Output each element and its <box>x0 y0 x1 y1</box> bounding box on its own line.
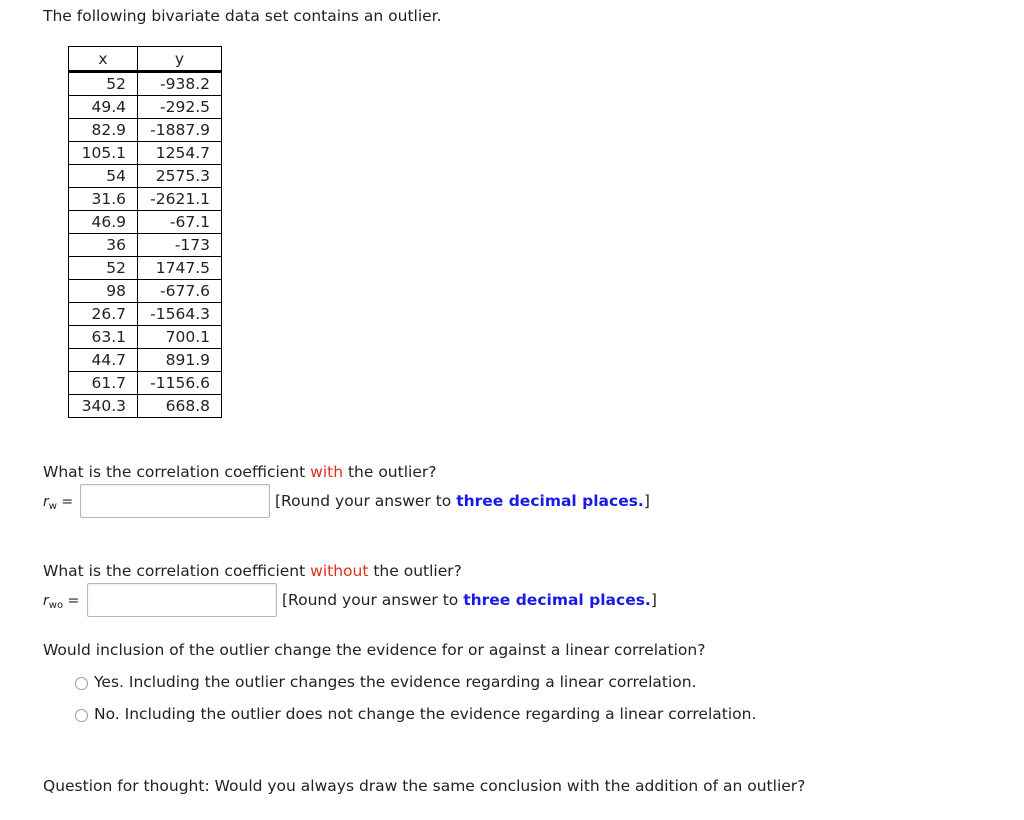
cell-y: -2621.1 <box>138 188 222 211</box>
cell-y: -1887.9 <box>138 119 222 142</box>
rwo-hint-suffix: ] <box>650 591 657 609</box>
table-row <box>69 211 222 234</box>
cell-x: 63.1 <box>69 326 138 349</box>
radio-yes[interactable] <box>75 677 88 690</box>
rw-hint-prefix: [Round your answer to <box>275 492 457 510</box>
table-row <box>69 280 222 303</box>
cell-y: -1564.3 <box>138 303 222 326</box>
rwo-hint-highlight: three decimal places. <box>463 591 651 609</box>
cell-y: 700.1 <box>138 326 222 349</box>
rw-label-r: r <box>43 494 49 510</box>
q2-highlight: without <box>310 562 369 580</box>
rw-label <box>43 494 73 512</box>
intro-text: The following bivariate data set contains an outlier. <box>43 7 442 25</box>
cell-y: 2575.3 <box>138 165 222 188</box>
rwo-hint <box>282 591 657 609</box>
cell-x: 340.3 <box>69 395 138 418</box>
rw-label-sub: w <box>48 501 57 512</box>
table-header-row <box>69 47 222 72</box>
q1-highlight: with <box>310 463 344 481</box>
q2-suffix: the outlier? <box>368 562 462 580</box>
data-table <box>68 46 222 418</box>
cell-x: 36 <box>69 234 138 257</box>
rw-hint <box>275 492 650 510</box>
cell-y: -1156.6 <box>138 372 222 395</box>
rw-input[interactable] <box>80 484 270 518</box>
cell-y: -67.1 <box>138 211 222 234</box>
cell-x: 52 <box>69 72 138 96</box>
cell-x: 46.9 <box>69 211 138 234</box>
cell-y: 1254.7 <box>138 142 222 165</box>
header-x: x <box>69 47 138 72</box>
table-row <box>69 234 222 257</box>
q1-prefix: What is the correlation coefficient <box>43 463 311 481</box>
rwo-input[interactable] <box>87 583 277 617</box>
cell-x: 52 <box>69 257 138 280</box>
option-yes-label[interactable]: Yes. Including the outlier changes the evidence regarding a linear correlation. <box>94 673 697 691</box>
question-without-outlier <box>43 562 462 580</box>
question-with-outlier <box>43 463 436 481</box>
option-no-label[interactable]: No. Including the outlier does not change the evidence regarding a linear correlation. <box>94 705 757 723</box>
header-y: y <box>138 47 222 72</box>
cell-y: -677.6 <box>138 280 222 303</box>
table-row <box>69 303 222 326</box>
cell-y: -938.2 <box>138 72 222 96</box>
rwo-label-eq: = <box>63 593 80 609</box>
q2-prefix: What is the correlation coefficient <box>43 562 311 580</box>
cell-x: 61.7 <box>69 372 138 395</box>
table-row <box>69 395 222 418</box>
cell-x: 31.6 <box>69 188 138 211</box>
cell-y: -173 <box>138 234 222 257</box>
rw-hint-highlight: three decimal places. <box>456 492 644 510</box>
rwo-hint-prefix: [Round your answer to <box>282 591 464 609</box>
rw-label-eq: = <box>56 494 74 510</box>
cell-x: 26.7 <box>69 303 138 326</box>
question-inclusion: Would inclusion of the outlier change the evidence for or against a linear correlation? <box>43 641 706 659</box>
rwo-label-sub: wo <box>48 600 64 611</box>
table-row <box>69 349 222 372</box>
table-row <box>69 326 222 349</box>
rwo-label <box>43 593 79 611</box>
rw-hint-suffix: ] <box>643 492 650 510</box>
cell-x: 44.7 <box>69 349 138 372</box>
cell-x: 82.9 <box>69 119 138 142</box>
q1-suffix: the outlier? <box>343 463 437 481</box>
cell-y: 1747.5 <box>138 257 222 280</box>
cell-x: 49.4 <box>69 96 138 119</box>
cell-y: 891.9 <box>138 349 222 372</box>
cell-x: 105.1 <box>69 142 138 165</box>
table-row <box>69 119 222 142</box>
cell-x: 98 <box>69 280 138 303</box>
rwo-label-r: r <box>43 593 49 609</box>
cell-y: -292.5 <box>138 96 222 119</box>
cell-y: 668.8 <box>138 395 222 418</box>
table-row <box>69 96 222 119</box>
cell-x: 54 <box>69 165 138 188</box>
table-row <box>69 372 222 395</box>
table-row <box>69 72 222 96</box>
table-row <box>69 165 222 188</box>
table-row <box>69 188 222 211</box>
table-row <box>69 142 222 165</box>
radio-no[interactable] <box>75 709 88 722</box>
table-row <box>69 257 222 280</box>
thought-question: Question for thought: Would you always draw the same conclusion with the addition of an outlier? <box>43 777 806 795</box>
